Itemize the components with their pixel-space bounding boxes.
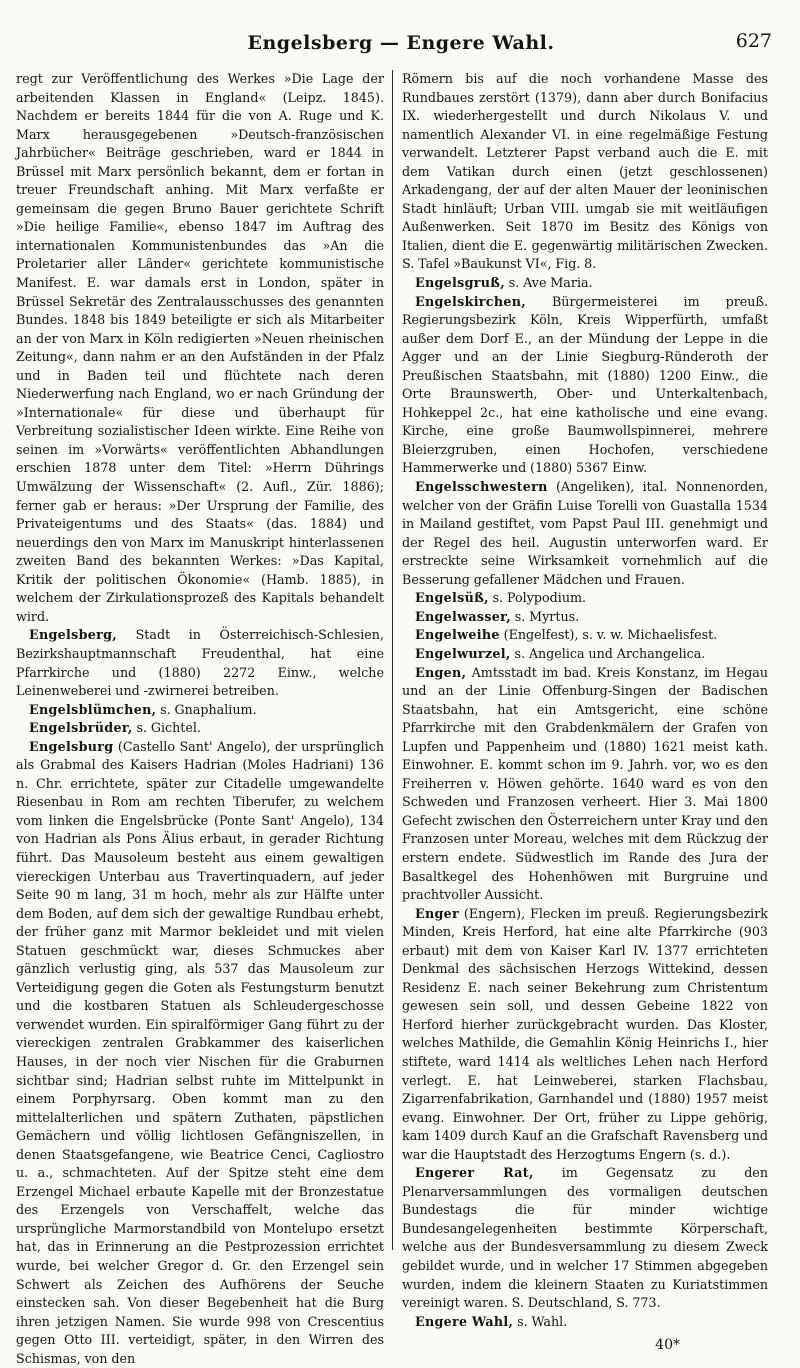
entry-engerer-rat	[402, 1164, 768, 1312]
entry-text: (Engern), Flecken im preuß. Regierungsbezirk Minden, Kreis Herford, hat eine alte Pfarrkirche (903 erbaut) mit dem von Kaiser Karl IV. 1377 errichteten Denkmal des sächsischen Herzogs Wittekind, dessen Residenz E. nach seiner Bekehrung zum Christentum gewesen sein soll, und dessen Gebeine 1822 von Herford hierher zurückgebracht wurden. Das Kloster, welches Mathilde, die Gemahlin König Heinrichs I., hier stiftete, ward 1414 als weltliches Lehen nach Herford verlegt. E. hat Leinweberei, starken Flachsbau, Zigarrenfabrikation, Garnhandel und (1880) 1957 meist evang. Einwohner. Der Ort, früher zu Lippe gehörig, kam 1409 durch Kauf an die Grafschaft Ravensberg und war die Hauptstadt des Herzogtums Engern (s. d.).	[402, 905, 768, 1162]
page-number: 627	[735, 30, 772, 52]
entry-engere-wahl	[402, 1313, 768, 1332]
entry-continuation-engelsburg	[402, 70, 768, 274]
entry-text: regt zur Veröffentlichung des Werkes »Die Lage der arbeitenden Klassen in England« (Leipz. 1845). Nachdem er bereits 1844 für die von A. Ruge und K. Marx herausgegebenen »Deutsch-französischen Jahrbücher« Beiträge geschrieben, ward er 1844 in Brüssel mit Marx persönlich bekannt, dem er fortan in treuer Freundschaft anhing. Mit Marx verfaßte er gemeinsam die gegen Bruno Bauer gerichtete Schrift »Die heilige Familie«, ebenso 1847 im Auftrag des internationalen Kommunistenbundes das »An die Proletarier aller Länder« gerichtete kommunistische Manifest. E. war damals erst in London, später in Brüssel Sekretär des Zentralausschusses des genannten Bundes. 1848 bis 1849 beteiligte er sich als Mitarbeiter an der von Marx in Köln redigierten »Neuen rheinischen Zeitung«, dann nahm er an den Aufständen in der Pfalz und in Baden teil und flüchtete nach deren Niederwerfung nach England, wo er nach Gründung der »Internationale« für diese und überhaupt für Verbreitung sozialistischer Ideen wirkte. Eine Reihe von seinen im »Vorwärts« veröffentlichten Abhandlungen erschien 1878 unter dem Titel: »Herrn Dührings Umwälzung der Wissenschaft« (2. Aufl., Zür. 1886); ferner gab er heraus: »Der Ursprung der Familie, des Privateigentums und des Staats« (das. 1884) und neuerdings den von Marx im Manuskript hinterlassenen zweiten Band des bekannten Werkes: »Das Kapital, Kritik der politischen Ökonomie« (Hamb. 1885), in welchem der Zirkulationsprozeß des Kapitals behandelt wird.	[16, 71, 384, 624]
entry-text: s. Myrtus.	[510, 608, 580, 624]
entry-lead: Enger	[415, 905, 460, 921]
entry-lead: Engere Wahl,	[415, 1313, 514, 1329]
running-title: Engelsberg — Engere Wahl.	[247, 32, 555, 54]
text-columns	[16, 70, 786, 1366]
entry-engelskirchen	[402, 293, 768, 478]
entry-text: Amtsstadt im bad. Kreis Konstanz, im Hegau und an der Linie Offenburg-Singen der Badischen Staatsbahn, hat ein Amtsgericht, eine schöne Pfarrkirche mit den Grabdenkmälern der Grafen von Lupfen und Pappenheim und (1880) 1621 meist kath. Einwohner. E. kommt schon im 9. Jahrh. vor, wo es den Freiherren v. Höwen gehörte. 1640 ward es von den Schweden und Franzosen verheert. Hier 3. Mai 1800 Gefecht zwischen den Österreichern unter Kray und den Franzosen unter Moreau, welches mit dem Rückzug der erstern endete. Südwestlich im Rande des Jura der Basaltkegel des Hohenhöwen mit Burgruine und prachtvoller Aussicht.	[402, 664, 768, 903]
entry-text: (Angeliken), ital. Nonnenorden, welcher von der Gräfin Luise Torelli von Guastalla 1534 in Mailand gestiftet, vom Papst Paul III. genehmigt und der Regel des heil. Augustin unterworfen ward. Er erstreckte seine Wirksamkeit vornehmlich auf die Besserung gefallener Mädchen und Frauen.	[402, 479, 768, 587]
entry-lead: Engelsberg,	[29, 627, 118, 643]
entry-lead: Engelskirchen,	[415, 293, 526, 309]
entry-text: Römern bis auf die noch vorhandene Masse des Rundbaues zerstört (1379), dann aber durch Bonifacius IX. wiederhergestellt und durch Nikolaus V. und namentlich Alexander VI. in eine regelmäßige Festung verwandelt. Letzterer Papst verband auch die E. mit dem Vatikan durch einen (jetzt geschlossenen) Arkadengang, der auf der alten Mauer der leoninischen Stadt hinläuft; Urban VIII. umgab sie mit weitläufigen Außenwerken. Seit 1870 im Besitz des Königs von Italien, dient die E. gegenwärtig militärischen Zwecken. S. Tafel »Baukunst VI«, Fig. 8.	[402, 71, 768, 272]
entry-text: s. Ave Maria.	[504, 275, 593, 291]
entry-continuation-engels	[16, 70, 384, 626]
entry-engelsbluemchen	[16, 701, 384, 720]
entry-engelsbrueder	[16, 719, 384, 738]
entry-lead: Engelsgruß,	[415, 275, 505, 291]
entry-lead: Engen,	[415, 664, 467, 680]
signature-mark: 40*	[655, 1337, 680, 1354]
entry-enger	[402, 905, 768, 1165]
entry-text: s. Wahl.	[513, 1313, 568, 1329]
entry-engelwasser	[402, 608, 768, 627]
entry-text: s. Polypodium.	[488, 590, 587, 606]
entry-lead: Engelwurzel,	[415, 645, 511, 661]
entry-lead: Engelsüß,	[415, 590, 489, 606]
page-header	[16, 26, 786, 70]
entry-text: (Engelfest), s. v. w. Michaelisfest.	[499, 627, 718, 643]
entry-lead: Engelweihe	[415, 627, 500, 643]
entry-engelsuess	[402, 589, 768, 608]
entry-text: s. Angelica und Archangelica.	[510, 645, 706, 661]
entry-lead: Engerer Rat,	[415, 1165, 534, 1181]
entry-engelsgruss	[402, 274, 768, 293]
entry-lead: Engelsburg	[29, 738, 114, 754]
right-column	[392, 70, 768, 1354]
entry-lead: Engelwasser,	[415, 608, 511, 624]
entry-engelsberg	[16, 626, 384, 700]
entry-text: (Castello Sant' Angelo), der ursprünglich als Grabmal des Kaisers Hadrian (Moles Hadriani) 136 n. Chr. errichtete, später zur Citadelle umgewandelte Riesenbau in Rom am rechten Tiberufer, zu welchem vom linken die Engelsbrücke (Ponte Sant' Angelo), 134 von Hadrian als Pons Älius erbaut, in gerader Richtung führt. Das Mausoleum besteht aus einem gewaltigen viereckigen Unterbau aus Travertinquadern, auf jeder Seite 90 m lang, 31 m hoch, mehr als zur Hälfte unter dem Boden, auf dem sich der gewaltige Rundbau erhebt, der früher ganz mit Marmor bekleidet und mit vielen Statuen geschmückt war, dieses Schmuckes aber gänzlich verlustig ging, als 537 das Mausoleum zur Verteidigung gegen die Goten als Festungsturm benutzt und die kostbaren Statuen als Schleudergeschosse verwendet wurden. Ein spiralförmiger Gang führt zu der viereckigen zentralen Grabkammer des kaiserlichen Hauses, in der noch vier Nischen für die Graburnen sichtbar sind; Hadrian selbst ruhte im Mittelpunkt in einem Porphyrsarg. Oben kommt man zu den mittelalterlichen und spätern Zuthaten, päpstlichen Gemächern und völlig lichtlosen Gefängniszellen, in denen Staatsgefangene, wie Beatrice Cenci, Cagliostro u. a., schmachteten. Auf der Spitze steht eine dem Erzengel Michael erbaute Kapelle mit der Bronzestatue des Erzengels von Verschaffelt, welche das ursprüngliche Marmorstandbild von Montelupo ersetzt hat, das in Erinnerung an die Pestprozession errichtet wurde, bei welcher Gregor d. Gr. den Erzengel sein Schwert als Zeichen des Aufhörens der Seuche einstecken sah. Von dieser Begebenheit hat die Burg ihren jetzigen Namen. Sie wurde 998 von Crescentius gegen Otto III. verteidigt, später, in den Wirren des Schismas, von den	[16, 738, 384, 1366]
left-column	[16, 70, 392, 1366]
entry-engen	[402, 664, 768, 905]
entry-text: s. Gnaphalium.	[156, 701, 257, 717]
entry-lead: Engelsbrüder,	[29, 720, 133, 736]
entry-text: Bürgermeisterei im preuß. Regierungsbezirk Köln, Kreis Wipperfürth, umfaßt außer dem Dorf E., an der Mündung der Leppe in die Agger und an der Linie Siegburg-Ründeroth der Preußischen Staatsbahn, mit (1880) 1200 Einw., die Orte Braunswerth, Ober- und Unterkaltenbach, Hohkeppel 2c., hat eine katholische und eine evang. Kirche, eine große Baumwollspinnerei, mehrere Bleierzgruben, einen Hochofen, verschiedene Hammerwerke und (1880) 5367 Einw.	[402, 293, 768, 476]
entry-engelsburg	[16, 738, 384, 1368]
entry-engelsschwestern	[402, 478, 768, 589]
entry-lead: Engelsblümchen,	[29, 701, 157, 717]
entry-text: Stadt in Österreichisch-Schlesien, Bezirkshauptmannschaft Freudenthal, hat eine Pfarrkirche und (1880) 2272 Einw., welche Leinenweberei und -zwirnerei betreiben.	[16, 627, 384, 699]
entry-text: im Gegensatz zu den Plenarversammlungen des vormaligen deutschen Bundestags die für minder wichtige Bundesangelegenheiten bestimmte Körperschaft, welche aus der Bundesversammlung zu diesem Zweck gebildet wurde, und in welcher 17 Stimmen abgegeben wurden, indem die kleinern Staaten zu Kuriatstimmen vereinigt waren. S. Deutschland, S. 773.	[402, 1165, 768, 1311]
entry-text: s. Gichtel.	[132, 720, 201, 736]
entry-lead: Engelsschwestern	[415, 479, 548, 495]
entry-engelweihe	[402, 626, 768, 645]
entry-engelwurzel	[402, 645, 768, 664]
